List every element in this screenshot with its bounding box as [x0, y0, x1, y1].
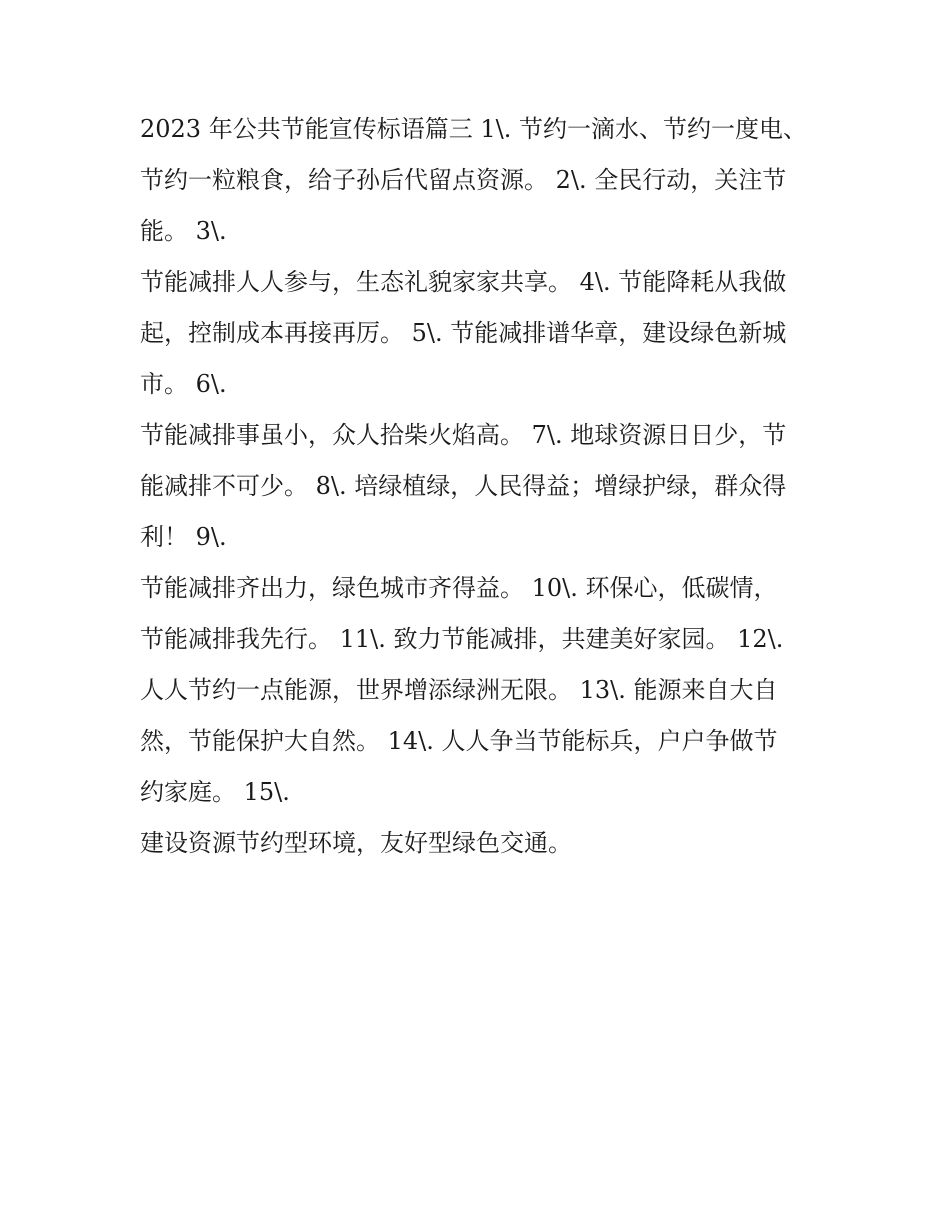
text-line: 节能减排事虽小，众人拾柴火焰高。 7\. 地球资源日日少，节 [140, 421, 787, 449]
text-line: 节约一粒粮食，给子孙后代留点资源。 2\. 全民行动，关注节 [140, 166, 787, 194]
text-line: 建设资源节约型环境，友好型绿色交通。 [140, 829, 572, 857]
text-line: 约家庭。 15\. [140, 778, 290, 806]
text-line: 节能减排齐出力，绿色城市齐得益。 10\. 环保心，低碳情， [140, 574, 778, 602]
text-line: 2023 年公共节能宣传标语篇三 1\. 节约一滴水、节约一度电、 [140, 115, 807, 143]
text-line: 然，节能保护大自然。 14\. 人人争当节能标兵，户户争做节 [140, 727, 778, 755]
text-line: 市。 6\. [140, 370, 227, 398]
body-text [140, 104, 820, 869]
text-line: 节能减排人人参与，生态礼貌家家共享。 4\. 节能降耗从我做 [140, 268, 787, 296]
text-line: 能。 3\. [140, 217, 227, 245]
text-line: 利！ 9\. [140, 523, 227, 551]
text-line: 能减排不可少。 8\. 培绿植绿，人民得益；增绿护绿，群众得 [140, 472, 787, 500]
text-line: 人人节约一点能源，世界增添绿洲无限。 13\. 能源来自大自 [140, 676, 778, 704]
text-line: 节能减排我先行。 11\. 致力节能减排，共建美好家园。 12\. [140, 625, 784, 653]
text-line: 起，控制成本再接再厉。 5\. 节能减排谱华章，建设绿色新城 [140, 319, 787, 347]
